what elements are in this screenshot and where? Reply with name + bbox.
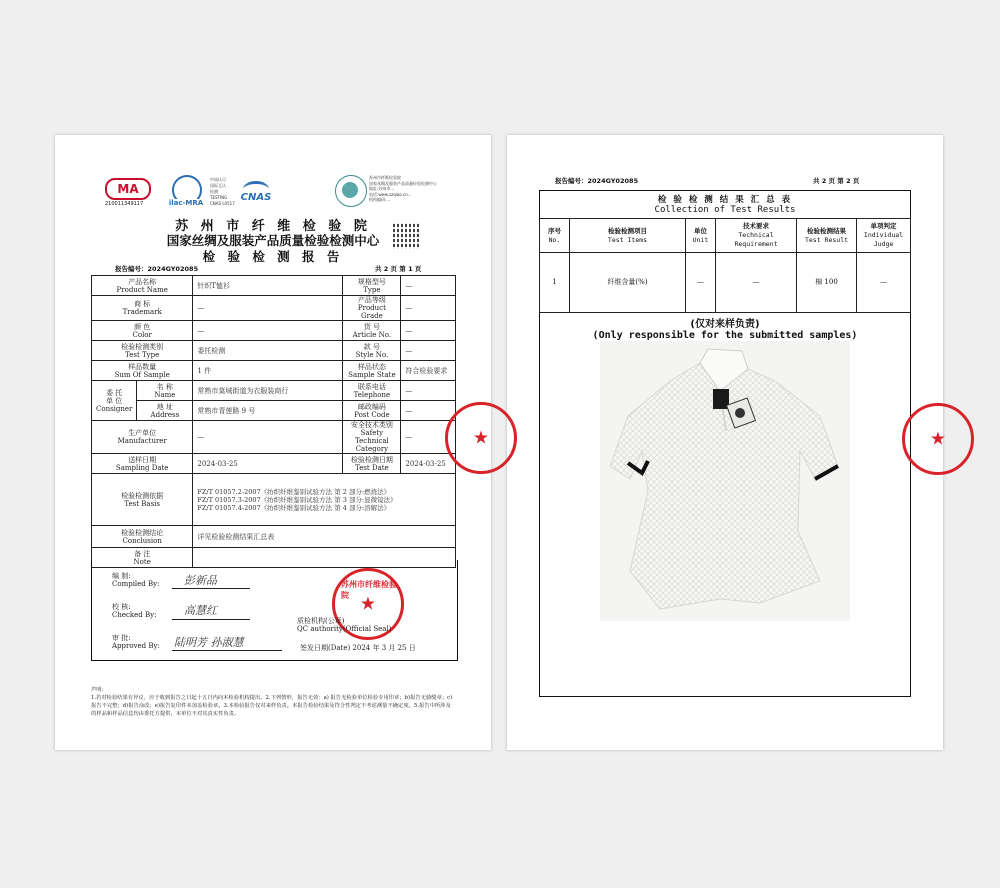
ilac-text-line: 检测 <box>210 189 218 194</box>
consigner-label: 委 托 单 位 Consigner <box>92 381 137 421</box>
style-no-label: 款 号 Style No. <box>343 341 401 361</box>
test-type-label: 检验检测类别 Test Type <box>92 341 193 361</box>
contact-line: 苏州市纤维检验院 <box>369 175 401 180</box>
header-cn: 序号 <box>548 226 561 235</box>
cell-technical-requirement: — <box>716 253 797 313</box>
manufacturer-label: 生产单位 Manufacturer <box>92 421 193 454</box>
product-name-label: 产品名称 Product Name <box>92 276 193 296</box>
product-name-value: 针织T恤衫 <box>193 276 343 296</box>
approved-by-label: 审 批: Approved By: <box>112 634 160 650</box>
post-code-label: 邮政编码 Post Code <box>343 401 401 421</box>
telephone-value: — <box>401 381 456 401</box>
note-label: 备 注 Note <box>92 548 193 568</box>
test-basis-label: 检验检测依据 Test Basis <box>92 474 193 526</box>
cell-test-item: 纤维含量(%) <box>570 253 686 313</box>
test-type-value: 委托检测 <box>193 341 343 361</box>
ilac-text-line: TESTING <box>210 195 228 200</box>
test-date-label: 检验检测日期 Test Date <box>343 454 401 474</box>
seal-star-icon: ★ <box>929 428 947 450</box>
article-no-label: 货 号 Article No. <box>343 321 401 341</box>
center-name: 国家丝绸及服装产品质量检验检测中心 <box>166 233 380 248</box>
cell-test-result: 棉 100 <box>797 253 857 313</box>
sum-sample-value: 1 件 <box>193 361 343 381</box>
safety-category-label: 安全技术类别 Safety Technical Category <box>343 421 401 454</box>
responsibility-cn: (仅对来样负责) <box>690 319 760 330</box>
results-title-en: Collection of Test Results <box>654 205 796 215</box>
cell-no: 1 <box>540 253 570 313</box>
signature-line <box>172 619 250 620</box>
header-cn: 单位 <box>694 226 707 235</box>
report-page-1 <box>55 135 491 750</box>
consigner-name-label: 名 称 Name <box>137 381 193 401</box>
contact-line: 机构编码:... <box>369 197 391 203</box>
results-title <box>540 191 910 219</box>
header-en: No. <box>548 235 561 244</box>
header-individual-judge <box>857 219 911 253</box>
table-row <box>540 253 911 313</box>
report-number-value: 2024GY02085 <box>587 177 639 185</box>
cnas-label: CNAS <box>240 192 272 203</box>
report-title: 检 验 检 测 报 告 <box>202 249 344 264</box>
header-unit <box>686 219 716 253</box>
sum-sample-label: 样品数量 Sum Of Sample <box>92 361 193 381</box>
signature-block <box>91 560 458 661</box>
notes-body: 1.若对检验结果有异议，应于收到报告之日起十五日内向本检验机构提出。2.下列情形，报告无效：a) 报告无检验单位检验专用印章；b)报告无骑缝章；c)报告不完整；d)报告涂改；e)报告复印件未加盖检验章。3.本检验报告仅对来样负责。本报告检验结果及符合性判定不考虑测量不确定度。5.报告中所涉及的样品和样品信息均由委托方提供，本单位不对其真实性负责。 <box>91 695 453 717</box>
report-number-label: 报告编号： <box>555 177 588 185</box>
cma-mark: MA <box>105 178 151 200</box>
seal-star-icon: ★ <box>359 593 377 615</box>
header-en: Test Items <box>607 235 648 244</box>
report-number-value: 2024GY02085 <box>147 265 199 273</box>
responsibility-en: (Only responsible for the submitted samples) <box>592 330 858 341</box>
test-date-value: 2024-03-25 <box>401 454 456 474</box>
address-label: 地 址 Address <box>137 401 193 421</box>
header-no <box>540 219 570 253</box>
ilac-text <box>210 177 235 207</box>
header-en: Individual Judge <box>863 231 904 248</box>
cma-logo <box>105 178 150 208</box>
header-en: Unit <box>692 235 709 244</box>
seam-seal-stamp-right <box>902 403 974 475</box>
issue-date: 签发日期(Date) 2024 年 3 月 25 日 <box>300 644 416 652</box>
responsibility-note <box>540 315 910 341</box>
report-number-label: 报告编号： <box>115 265 148 273</box>
checked-by-signature: 高慧红 <box>184 604 217 617</box>
header-test-items <box>570 219 686 253</box>
type-label: 规格型号 Type <box>343 276 401 296</box>
report-number <box>555 176 638 185</box>
testing-center-seal-icon <box>335 175 367 207</box>
signature-line <box>172 650 282 651</box>
page-indicator: 共 2 页 第 2 页 <box>813 177 860 185</box>
polo-shirt-photo <box>600 341 850 621</box>
page-indicator: 共 2 页 第 1 页 <box>375 265 422 273</box>
ilac-label: ilac-MRA <box>165 199 207 207</box>
product-grade-value: — <box>401 296 456 321</box>
manufacturer-value: — <box>193 421 343 454</box>
ilac-text-line: 国际互认 <box>210 183 226 188</box>
cell-unit: — <box>686 253 716 313</box>
compiled-by-label: 编 制: Compiled By: <box>112 572 160 588</box>
report-number <box>115 264 198 273</box>
safety-category-value: — <box>401 421 456 454</box>
header-cn: 单项判定 <box>870 222 897 230</box>
report-page-2 <box>507 135 947 750</box>
style-no-value: — <box>401 341 456 361</box>
compiled-by-signature: 彭新品 <box>184 574 217 587</box>
sample-state-label: 样品状态 Sample State <box>343 361 401 381</box>
institute-name: 苏 州 市 纤 维 检 验 院 <box>175 219 371 234</box>
institute-contact-text <box>369 175 437 203</box>
seal-star-icon: ★ <box>472 427 490 449</box>
cma-number: 210011349117 <box>105 201 144 207</box>
sampling-date-value: 2024-03-25 <box>193 454 343 474</box>
ilac-mra-logo <box>165 175 207 209</box>
color-value: — <box>193 321 343 341</box>
test-basis-value: FZ/T 01057.2-2007《纺织纤维鉴别试验方法 第 2 部分:燃烧法》 FZ/T 01057.3-2007《纺织纤维鉴别试验方法 第 3 部分:显微镜法》 FZ/T 01057.4-2007《纺织纤维鉴别试验方法 第 4 部分:溶解法》 <box>193 474 456 526</box>
notes-title: 声明: <box>91 687 104 693</box>
contact-line: 电话:www.szqiao.cn... <box>369 191 412 197</box>
product-grade-label: 产品等级 Product Grade <box>343 296 401 321</box>
cnas-logo <box>237 181 275 209</box>
qr-code-icon <box>393 223 419 249</box>
conclusion-value: 详见检验检测结果汇总表 <box>193 526 456 548</box>
header-en: Test Result <box>804 235 849 244</box>
header-en: Technical Requirement <box>734 231 778 248</box>
approved-by-signature: 陆明芳 孙淑慧 <box>174 636 244 649</box>
seal-text: 苏州市纤维检验院 <box>341 580 397 600</box>
consigner-name-value: 常熟市莫城街道为衣服装商行 <box>193 381 343 401</box>
results-grid <box>539 218 911 313</box>
type-value: — <box>401 276 456 296</box>
seam-seal-stamp-left <box>445 402 517 474</box>
signature-line <box>172 588 250 589</box>
color-label: 颜 色 Color <box>92 321 193 341</box>
contact-line: 地址:苏州市... <box>369 186 395 192</box>
white-knit-polo-shirt-image <box>600 341 850 621</box>
header-test-result <box>797 219 857 253</box>
address-value: 常熟市青莲路 9 号 <box>193 401 343 421</box>
sampling-date-label: 送样日期 Sampling Date <box>92 454 193 474</box>
header-cn: 技术要求 <box>743 222 769 230</box>
report-info-table <box>91 275 456 568</box>
conclusion-label: 检验检测结论 Conclusion <box>92 526 193 548</box>
results-title-cn: 检 验 检 测 结 果 汇 总 表 <box>657 195 793 205</box>
ilac-text-line: CNAS L0517 <box>210 201 235 206</box>
article-no-value: — <box>401 321 456 341</box>
qc-seal-label: 质检机构(公章) QC authority(Official Seal) <box>297 617 392 633</box>
accreditation-logos <box>105 175 445 211</box>
ilac-text-line: 中国认可 <box>210 177 226 182</box>
header-cn: 检验检测项目 <box>608 226 647 235</box>
trademark-label: 商 标 Trademark <box>92 296 193 321</box>
contact-line: 国家丝绸及服装产品质量检验检测中心 <box>369 180 437 186</box>
trademark-value: — <box>193 296 343 321</box>
sample-state-value: 符合检验要求 <box>401 361 456 381</box>
header-technical-requirement <box>716 219 797 253</box>
statement-notes <box>91 686 456 718</box>
checked-by-label: 校 核: Checked By: <box>112 603 157 619</box>
cell-individual-judge: — <box>857 253 911 313</box>
telephone-label: 联系电话 Telephone <box>343 381 401 401</box>
post-code-value: — <box>401 401 456 421</box>
header-cn: 检验检测结果 <box>807 226 846 235</box>
